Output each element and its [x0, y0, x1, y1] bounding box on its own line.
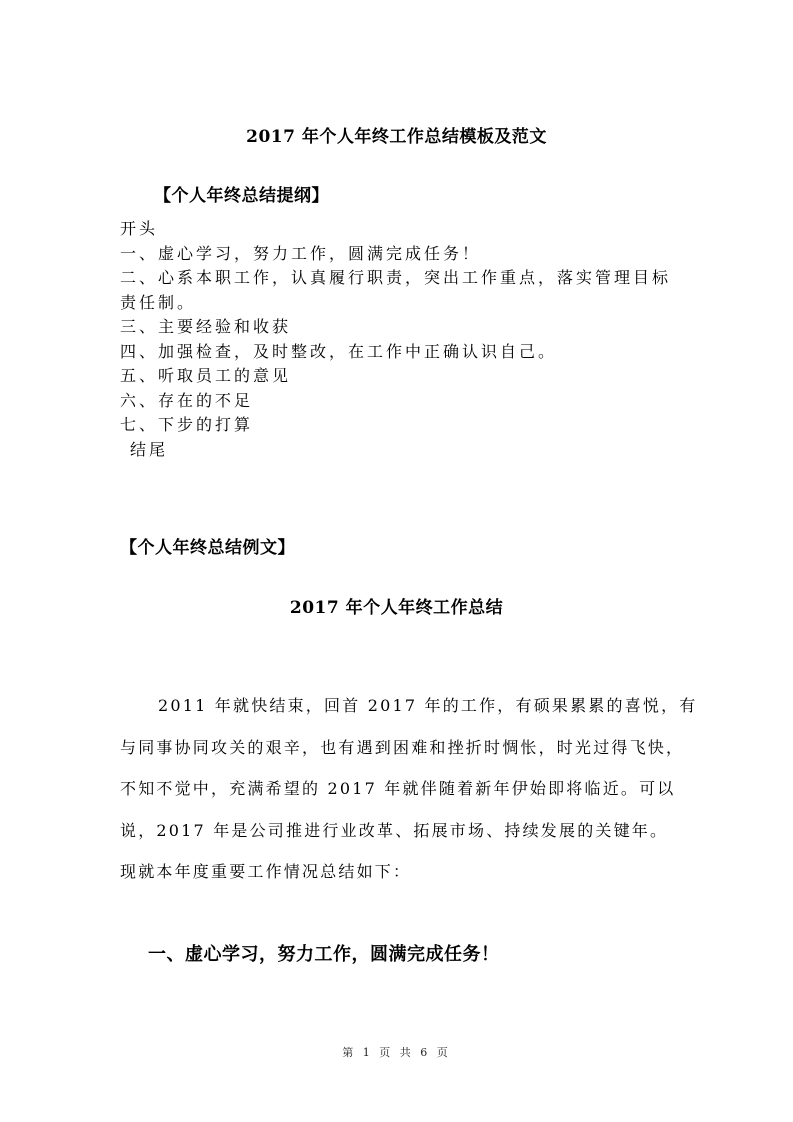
- outline-item-7: 七、下步的打算: [120, 415, 254, 434]
- outline-list: [120, 217, 680, 462]
- paragraph-line: 说，2017 年是公司推进行业改革、拓展市场、持续发展的关键年。: [120, 820, 669, 840]
- outline-heading: 【个人年终总结提纲】: [154, 186, 329, 206]
- sample-heading: 【个人年终总结例文】: [120, 538, 295, 558]
- outline-item-4: 四、加强检查，及时整改，在工作中正确认识自己。: [120, 341, 558, 361]
- section-1-heading: 一、虚心学习，努力工作，圆满完成任务！: [148, 944, 500, 965]
- document-title: 2017 年个人年终工作总结模板及范文: [246, 127, 547, 147]
- outline-item-2: 二、心系本职工作，认真履行职责，突出工作重点，落实管理目标责任制。: [120, 268, 672, 312]
- paragraph-line: 不知不觉中，充满希望的 2017 年就伴随着新年伊始即将临近。可以: [120, 779, 676, 798]
- outline-item-6: 六、存在的不足: [120, 390, 254, 410]
- intro-paragraph: [120, 685, 698, 893]
- outline-item-1: 一、虚心学习，努力工作，圆满完成任务！: [120, 243, 482, 263]
- paragraph-line: 2011 年就快结束，回首 2017 年的工作，有硕果累累的喜悦，有: [158, 696, 698, 715]
- sample-title: 2017 年个人年终工作总结: [289, 598, 504, 618]
- paragraph-line: 与同事协同攻关的艰辛，也有遇到困难和挫折时惆怅，时光过得飞快，: [120, 737, 685, 757]
- outline-item-5: 五、听取员工的意见: [120, 366, 292, 385]
- outline-item-ending: 结尾: [130, 439, 169, 459]
- page-footer: 第 1 页 共 6 页: [342, 1046, 451, 1059]
- outline-item-3: 三、主要经验和收获: [120, 317, 292, 336]
- outline-item-opening: 开头: [120, 219, 159, 238]
- paragraph-line: 现就本年度重要工作情况总结如下：: [120, 862, 412, 881]
